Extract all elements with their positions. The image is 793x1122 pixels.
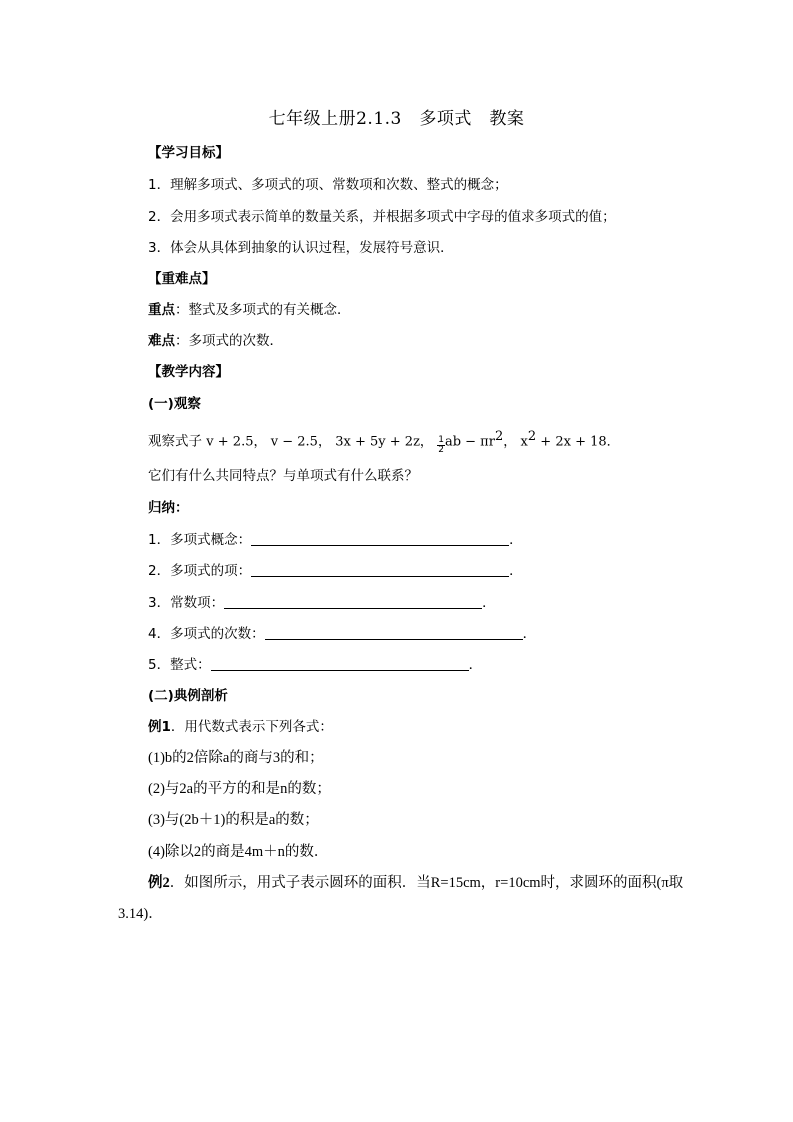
fraction-numerator: 1 [438, 434, 444, 445]
answer-blank[interactable] [251, 531, 509, 546]
observe-heading: (一)观察 [148, 396, 201, 412]
answer-blank[interactable] [265, 625, 523, 640]
fraction-one-half [437, 436, 445, 455]
summary-label: 2．多项式的项： [148, 563, 252, 579]
examples-heading: (二)典例剖析 [148, 688, 228, 704]
page-title: 七年级上册2.1.3 多项式 教案 [268, 109, 525, 129]
expression-5-base: x [520, 434, 528, 450]
summary-end: ． [468, 657, 483, 673]
difficult-point-label: 难点 [148, 333, 175, 349]
summary-item [148, 593, 496, 613]
answer-blank[interactable] [211, 656, 469, 671]
example-2 [148, 873, 683, 893]
expression-4: ab − πr [444, 434, 495, 450]
summary-item [148, 624, 536, 644]
expression-1: v + 2.5， [206, 434, 267, 450]
summary-item [148, 530, 523, 550]
expression-3: 3x + 5y + 2z， [335, 434, 433, 450]
key-points-heading: 【重难点】 [148, 271, 216, 287]
fraction-denominator: 2 [438, 444, 444, 455]
key-point-line [148, 300, 351, 320]
key-point-text: ：整式及多项式的有关概念． [175, 302, 351, 318]
objective-item: 1．理解多项式、多项式的项、常数项和次数、整式的概念； [148, 177, 508, 193]
example-1-item: (1)b的2倍除a的商与3的和； [148, 750, 324, 766]
objectives-heading: 【学习目标】 [148, 145, 229, 161]
summary-label: 4．多项式的次数： [148, 626, 265, 642]
expression-4-exponent: 2 [494, 429, 504, 444]
example-1-item: (3)与(2b＋1)的积是a的数； [148, 812, 319, 828]
content-heading: 【教学内容】 [148, 364, 229, 380]
example-2-continuation: 3.14)． [118, 906, 163, 922]
expression-5-exponent: 2 [527, 429, 537, 444]
summary-item [148, 561, 523, 581]
expression-5-rest: + 2x + 18． [536, 434, 620, 450]
example-1 [148, 717, 333, 737]
summary-heading: 归纳： [148, 500, 189, 516]
example-1-text: ．用代数式表示下列各式： [170, 719, 333, 735]
example-1-label: 例1 [148, 719, 171, 735]
key-point-label: 重点 [148, 302, 175, 318]
summary-end: ． [509, 563, 523, 579]
expression-2: v − 2.5， [270, 434, 331, 450]
answer-blank[interactable] [251, 562, 509, 577]
answer-blank[interactable] [224, 594, 482, 609]
example-2-label: 例2 [148, 875, 170, 891]
summary-item [148, 655, 482, 675]
example-1-item: (2)与2a的平方的和是n的数； [148, 781, 331, 797]
objective-item: 3．体会从具体到抽象的认识过程，发展符号意识． [148, 240, 454, 256]
example-1-item: (4)除以2的商是4m＋n的数． [148, 844, 329, 860]
observe-prefix: 观察式子 [148, 433, 202, 450]
summary-end: ． [509, 532, 523, 548]
observe-expressions [148, 427, 620, 455]
expression-4-separator: ， [503, 434, 517, 450]
summary-label: 3．常数项： [148, 595, 225, 611]
summary-end: ． [482, 595, 496, 611]
summary-label: 1．多项式概念： [148, 532, 252, 548]
summary-end: ． [522, 626, 537, 642]
summary-label: 5．整式： [148, 657, 211, 673]
observe-question: 它们有什么共同特点？与单项式有什么联系？ [148, 468, 418, 484]
difficult-point-text: ：多项式的次数． [175, 333, 283, 349]
difficult-point-line [148, 331, 283, 351]
objective-item: 2．会用多项式表示简单的数量关系，并根据多项式中字母的值求多项式的值； [148, 209, 616, 225]
example-2-text: ．如图所示，用式子表示圆环的面积．当R=15cm，r=10cm时，求圆环的面积(π取 [169, 875, 684, 891]
